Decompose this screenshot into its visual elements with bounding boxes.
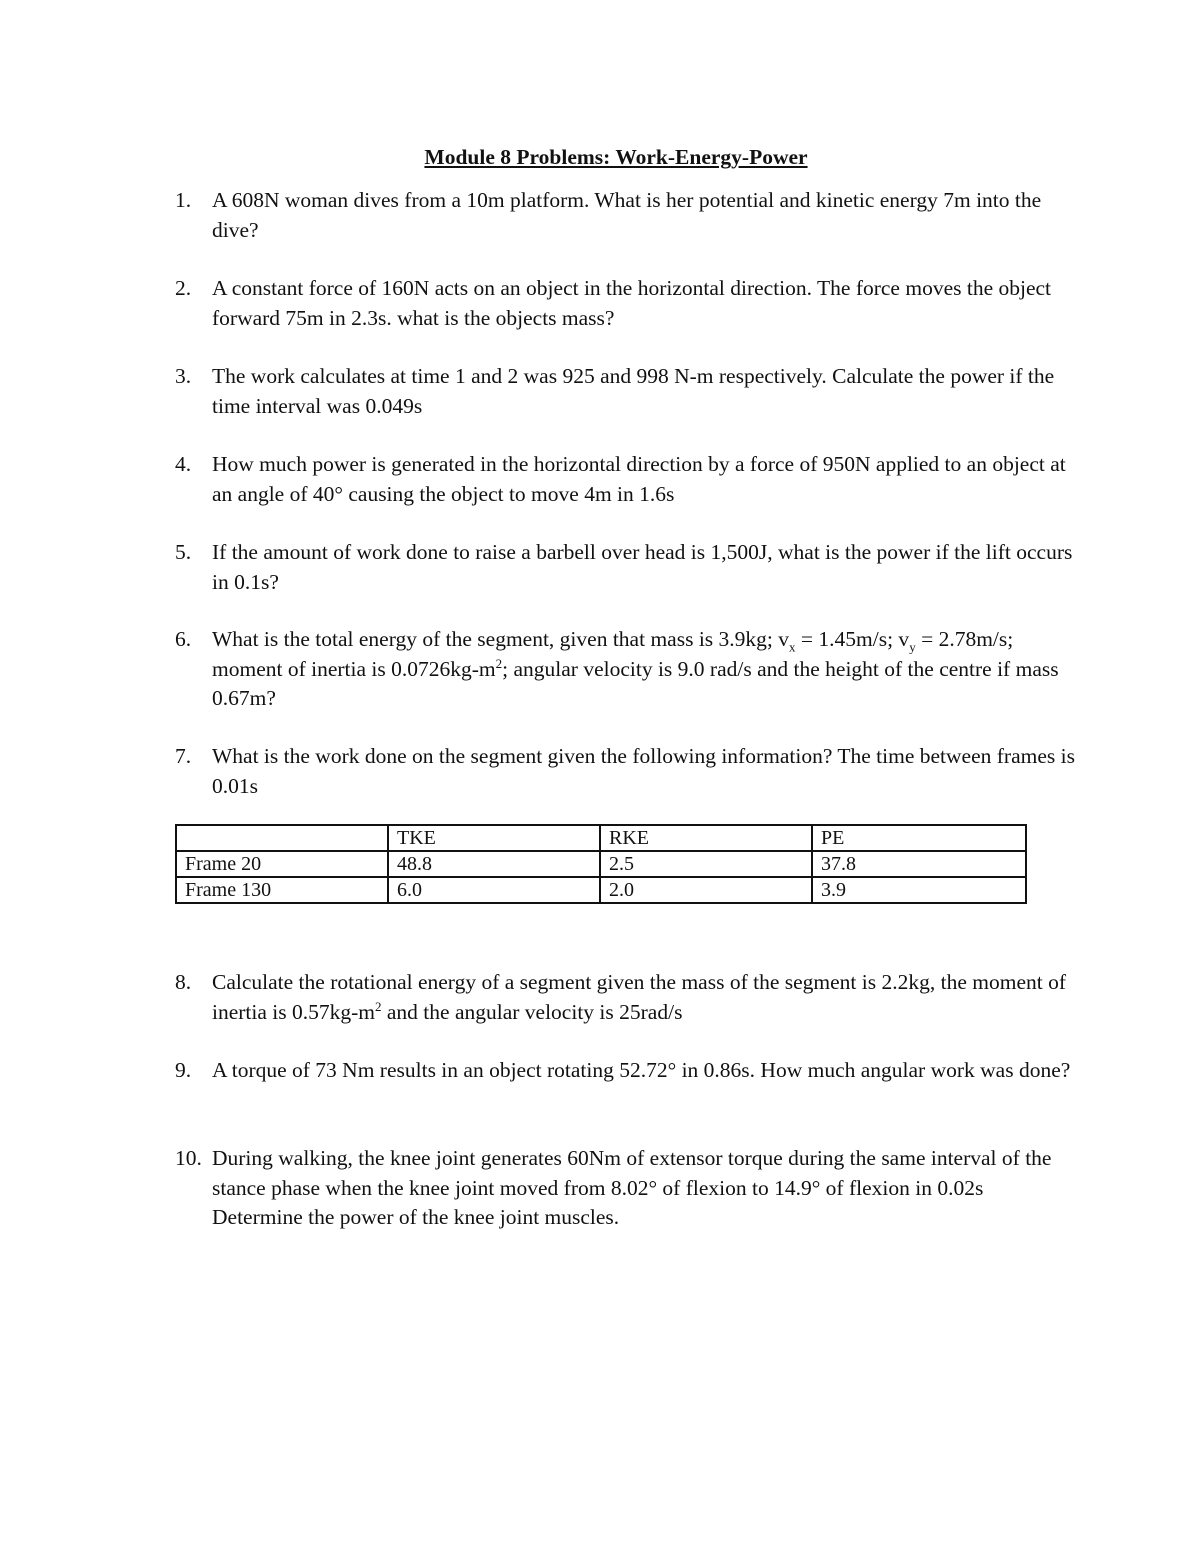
page-title: Module 8 Problems: Work-Energy-Power [424,145,808,169]
table-header-row [176,825,1026,851]
question-text: What is the work done on the segment given the following information? The time between frames is 0.01s [212,744,1075,798]
table-cell: 2.5 [600,851,812,877]
question-8 [175,968,1075,1027]
question-5 [175,538,1075,597]
question-number: 1. [175,188,192,212]
question-text: The work calculates at time 1 and 2 was 925 and 998 N-m respectively. Calculate the power if the time interval was 0.049s [212,364,1055,418]
table-header-cell: TKE [388,825,600,851]
question-2 [175,274,1075,333]
table-header-cell: RKE [600,825,812,851]
table-cell: Frame 20 [176,851,388,877]
question-text: How much power is generated in the horizontal direction by a force of 950N applied to an object at an angle of 40° causing the object to move 4m in 1.6s [212,452,1066,506]
subscript-x: x [789,639,796,655]
question-number: 8. [175,970,192,994]
question-text: A torque of 73 Nm results in an object rotating 52.72° in 0.86s. How much angular work was done? [212,1058,1071,1082]
question-number: 10. [175,1146,202,1170]
question-text: A 608N woman dives from a 10m platform. What is her potential and kinetic energy 7m into the dive? [212,188,1042,242]
table-cell: 48.8 [388,851,600,877]
question-4 [175,450,1075,509]
question-1 [175,186,1075,245]
table-cell: 3.9 [812,877,1026,903]
question-3 [175,362,1075,421]
question-number: 9. [175,1058,192,1082]
question-text: What is the total energy of the segment, given that mass is 3.9kg; $v_x = 1.45m/s$; $v_y = 2.78m/s$; moment of inertia is $0.0726kg-m^2$; angular velocity is 9.0 rad/s and the height of the centre if mass 0.67m? [212,627,1059,710]
question-text: A constant force of 160N acts on an object in the horizontal direction. The force moves the object forward 75m in 2.3s. what is the objects mass? [212,276,1052,330]
question-text: During walking, the knee joint generates 60Nm of extensor torque during the same interval of the stance phase when the knee joint moved from 8.02° of flexion to 14.9° of flexion in 0.02s Determine the power of the knee joint muscles. [212,1146,1052,1229]
question-number: 3. [175,364,192,388]
question-number: 2. [175,276,192,300]
question-number: 5. [175,540,192,564]
table-cell: 6.0 [388,877,600,903]
question-text: If the amount of work done to raise a barbell over head is 1,500J, what is the power if the lift occurs in 0.1s? [212,540,1073,594]
question-7 [175,742,1075,801]
energy-table [175,824,1027,904]
question-number: 4. [175,452,192,476]
subscript-y: y [909,639,916,655]
table-row [176,851,1026,877]
question-10 [175,1144,1075,1233]
question-6 [175,625,1075,714]
question-number: 7. [175,744,192,768]
superscript-2: 2 [495,655,503,671]
question-number: 6. [175,627,192,651]
table-cell: Frame 130 [176,877,388,903]
table-row [176,877,1026,903]
superscript-2: 2 [375,998,382,1014]
table-cell: 37.8 [812,851,1026,877]
question-text: Calculate the rotational energy of a segment given the mass of the segment is 2.2kg, the moment of inertia is $0.57kg-m^2$ and the angular velocity is 25rad/s [212,970,1067,1024]
question-9 [175,1056,1075,1086]
table-header-cell: PE [812,825,1026,851]
table-header-cell [176,825,388,851]
table-cell: 2.0 [600,877,812,903]
